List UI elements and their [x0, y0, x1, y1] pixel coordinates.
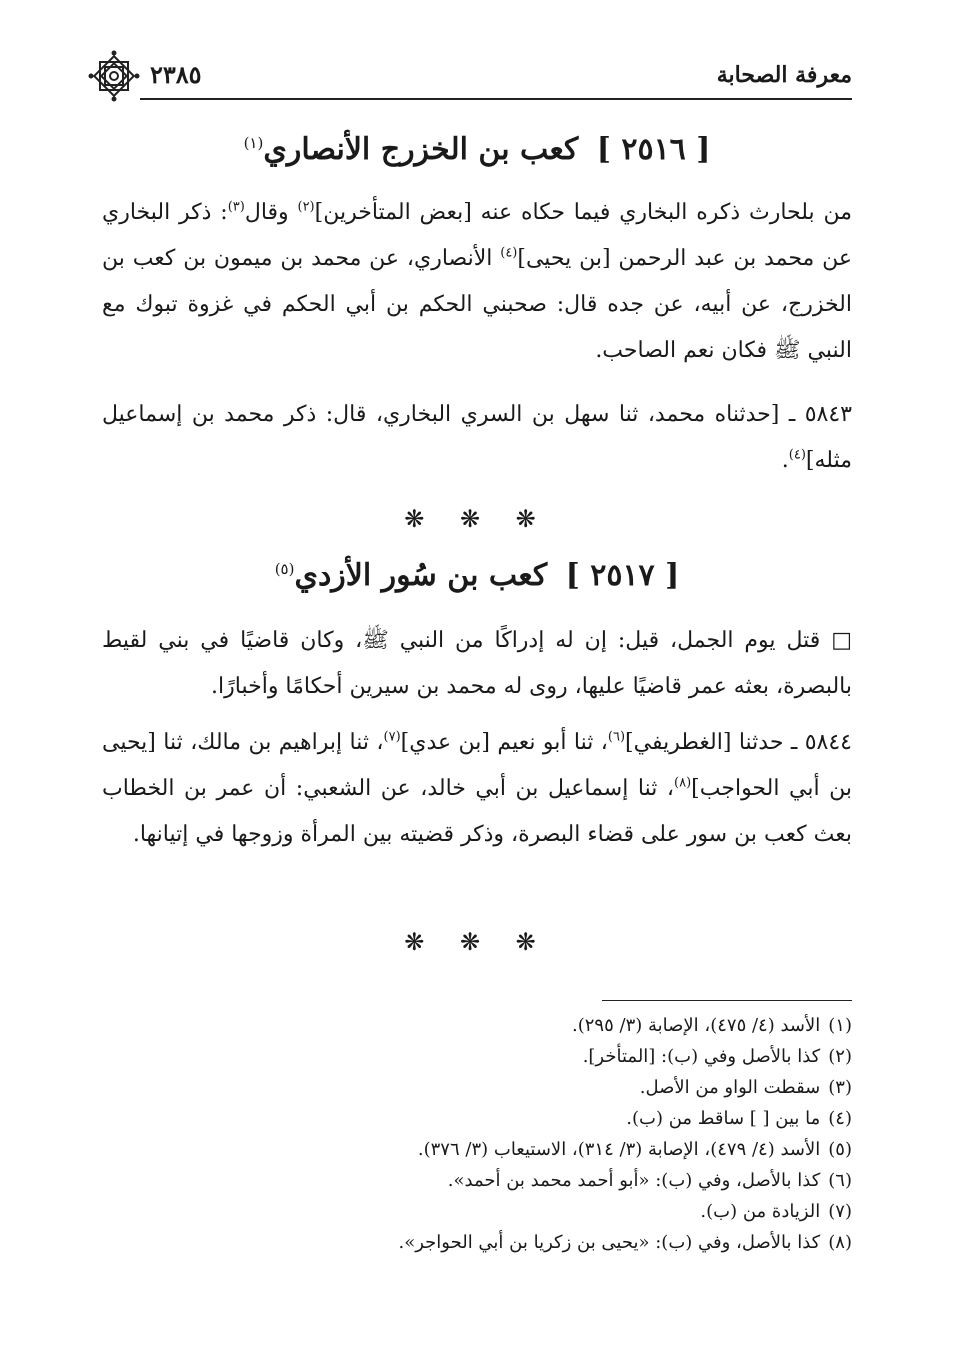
section-separator: ❋ ❋ ❋	[404, 928, 550, 956]
entry-name: كعب بن سُور الأزدي	[294, 558, 548, 593]
entry-title-2517	[102, 558, 852, 593]
geometric-star-ornament-icon	[88, 50, 140, 102]
footnotes	[102, 1010, 852, 1258]
section-separator: ❋ ❋ ❋	[404, 505, 550, 533]
footnote: (٥)الأسد (٤/ ٤٧٩)، الإصابة (٣/ ٣١٤)، الاستيعاب (٣/ ٣٧٦).	[417, 1139, 852, 1160]
footnote-rule	[602, 1000, 852, 1001]
footnote: (٧)الزيادة من (ب).	[700, 1201, 852, 1222]
footnote-ref: (٥)	[274, 560, 295, 578]
paragraph: من بلحارث ذكره البخاري فيما حكاه عنه [بعض المتأخرين]$^{(٢)}$ وقال$^{(٣)}$: ذكر البخاري عن محمد بن عبد الرحمن [بن يحيى]$^{(٤)}$ الأنصاري، عن محمد بن ميمون بن كعب بن الخزرج، عن أبيه، عن جده قال: صحبني الحكم بن أبي الحكم في غزوة تبوك مع النبي ﷺ فكان نعم الصاحب.	[102, 199, 853, 363]
footnote: (٣)سقطت الواو من الأصل.	[639, 1077, 852, 1098]
hadith-paragraph: ٥٨٤٣ ـ [حدثناه محمد، ثنا سهل بن السري البخاري، قال: ذكر محمد بن إسماعيل مثله]$^{(٤)}$.	[102, 402, 852, 473]
entry-number: [ ٢٥١٧ ]	[565, 558, 680, 593]
footnote-ref: (١)	[243, 134, 264, 152]
page-header	[88, 52, 852, 98]
footnote: (٦)كذا بالأصل، وفي (ب): «أبو أحمد محمد بن أحمد».	[447, 1170, 852, 1191]
page-number: ٢٣٨٥	[150, 60, 202, 89]
footnote: (٨)كذا بالأصل، وفي (ب): «يحيى بن زكريا بن أبي الحواجر».	[398, 1232, 852, 1253]
paragraph: □ قتل يوم الجمل، قيل: إن له إدراكًا من النبي ﷺ، وكان قاضيًا في بني لقيط بالبصرة، بعثه عمر قاضيًا عليها، روى له محمد بن سيرين أحكامًا وأخبارًا.	[102, 628, 852, 699]
entry-number: [ ٢٥١٦ ]	[596, 132, 711, 167]
header-rule	[140, 98, 852, 100]
running-title: معرفة الصحابة	[716, 62, 852, 88]
footnote: (١)الأسد (٤/ ٤٧٥)، الإصابة (٣/ ٢٩٥).	[572, 1015, 852, 1036]
entry-name: كعب بن الخزرج الأنصاري	[263, 132, 579, 167]
entry-title-2516	[102, 132, 852, 167]
footnote: (٢)كذا بالأصل وفي (ب): [المتأخر].	[582, 1046, 852, 1067]
hadith-paragraph: ٥٨٤٤ ـ حدثنا [الغطريفي]$^{(٦)}$، ثنا أبو نعيم [بن عدي]$^{(٧)}$، ثنا إبراهيم بن مالك، ثنا [يحيى بن أبي الحواجب]$^{(٨)}$، ثنا إسماعيل بن أبي خالد، عن الشعبي: أن عمر بن الخطاب بعث كعب بن سور على قضاء البصرة، وذكر قضيته بين المرأة وزوجها في إتيانها.	[102, 729, 852, 847]
footnote: (٤)ما بين [ ] ساقط من (ب).	[626, 1108, 852, 1129]
